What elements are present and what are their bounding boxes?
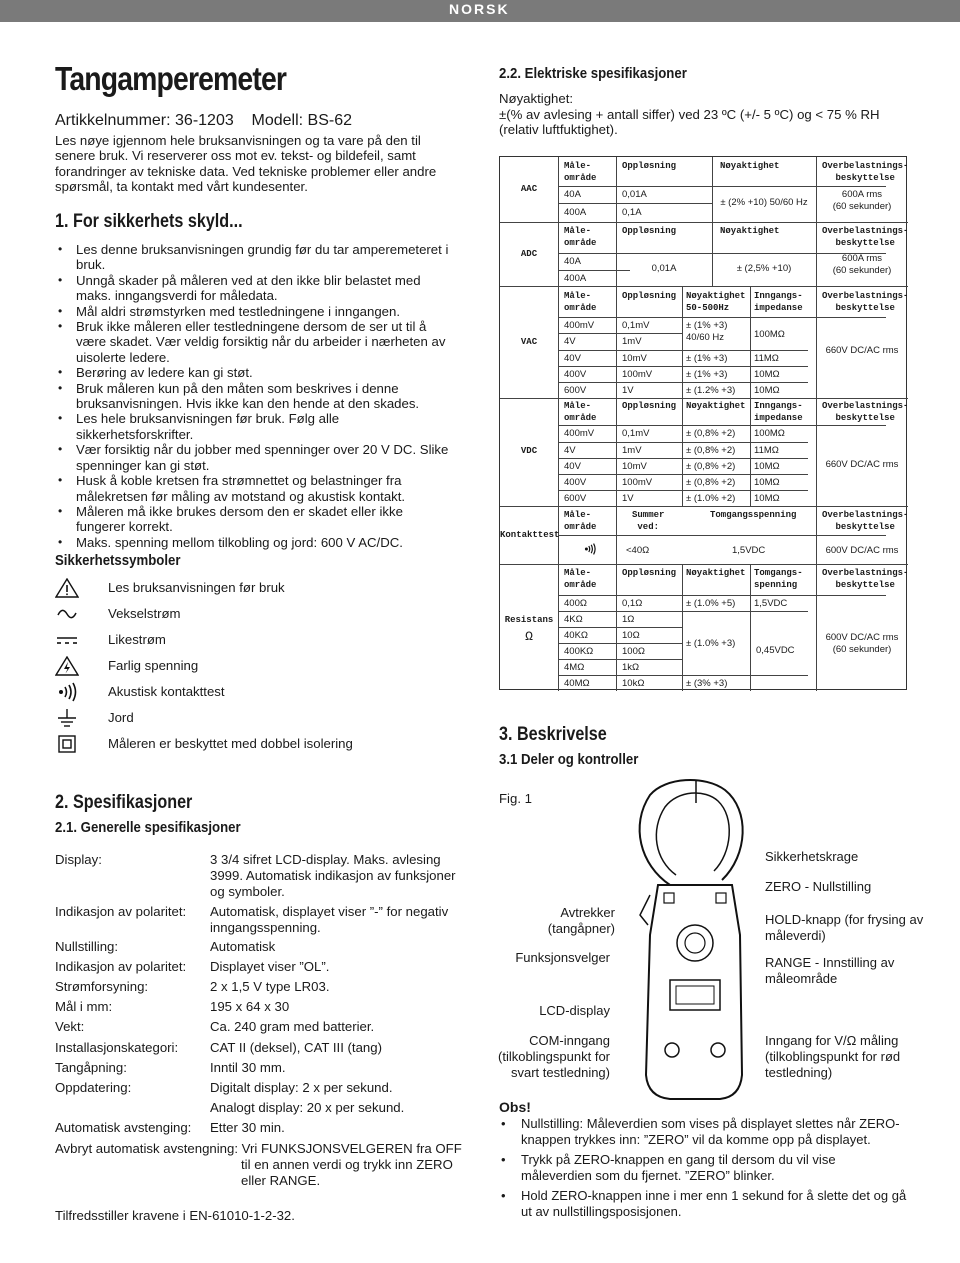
spec-subheading: 2.1. Generelle spesifikasjoner <box>55 819 241 836</box>
table-cell: 100Ω <box>622 646 645 657</box>
warning-icon <box>55 578 79 598</box>
table-cell: 40KΩ <box>564 630 589 641</box>
spec-label: Nullstilling: <box>55 939 119 954</box>
symbol-row <box>55 682 435 702</box>
symbol-label: Jord <box>108 710 134 725</box>
description-heading: 3. Beskrivelse <box>499 724 607 745</box>
col-header: Nøyaktighet 50-500Hz <box>686 291 746 313</box>
symbol-row <box>55 656 435 676</box>
symbol-row <box>55 578 435 598</box>
spec-value: Automatisk <box>210 939 276 954</box>
col-header: Overbelastnings- beskyttelse <box>822 161 909 183</box>
table-cell: 10MΩ <box>754 369 780 380</box>
header-bar <box>0 0 960 22</box>
table-cell: ± (2,5% +10) <box>736 263 792 274</box>
model-number: Modell: BS-62 <box>251 112 353 129</box>
spec-value: 195 x 64 x 30 <box>210 999 290 1014</box>
label-v-ohm-input: Inngang for V/Ω måling (tilkoblingspunkt for rød testledning) <box>765 1033 901 1080</box>
spec-value: Inntil 30 mm. <box>210 1060 286 1075</box>
col-header: Måle- område <box>564 226 597 248</box>
table-cell: 600V DC/AC rms <box>825 545 899 556</box>
table-cell: 0,1mV <box>622 320 650 331</box>
spec-value: 2 x 1,5 V type LR03. <box>210 979 330 994</box>
dc-icon <box>55 630 79 650</box>
symbol-label: Akustisk kontakttest <box>108 684 225 699</box>
spec-label: Tangåpning: <box>55 1060 127 1075</box>
table-cell: 1,5VDC <box>732 545 766 556</box>
col-header: Måle- område <box>564 510 597 532</box>
list-item: • Trykk på ZERO-knappen en gang til dersom du vil vise måleverdien som du fjernet. ”ZERO” blinker. <box>499 1152 909 1184</box>
continuity-icon <box>55 682 79 702</box>
figure-label: Fig. 1 <box>499 791 532 806</box>
label-trigger: Avtrekker (tangåpner) <box>547 905 615 936</box>
electrical-heading: 2.2. Elektriske spesifikasjoner <box>499 65 687 82</box>
table-cell: 660V DC/AC rms <box>825 459 899 470</box>
list-item: • Hold ZERO-knappen inne i mer enn 1 sekund for å slette det og gå ut av nullstillingsposisjonen. <box>499 1188 909 1220</box>
col-header: Tomgangsspenning <box>710 510 797 520</box>
table-cell: ± (1.0% +3) <box>686 638 736 649</box>
spec-label: Installasjonskategori: <box>55 1040 179 1055</box>
list-item: • Måleren må ikke brukes dersom den er skadet eller ikke fungerer korrekt. <box>55 504 455 535</box>
table-cell: 0,01A <box>622 189 647 200</box>
table-cell: ± (1.0% +2) <box>686 493 736 504</box>
table-cell: 600A rms (60 sekunder) <box>832 189 892 212</box>
list-item: • Vær forsiktig når du jobber med spenninger over 20 V DC. Slike spenninger kan gi støt. <box>55 442 455 473</box>
high-voltage-icon <box>55 656 79 676</box>
symbol-row <box>55 604 435 624</box>
table-cell: 400Ω <box>564 598 587 609</box>
table-cell: 10mV <box>622 461 647 472</box>
spec-value: Automatisk, displayet viser ”-” for negativ inngangsspenning. <box>210 904 449 935</box>
table-cell: 4V <box>564 445 576 456</box>
table-cell: 400A <box>564 273 587 284</box>
symbols-heading: Sikkerhetssymboler <box>55 552 181 569</box>
safety-heading: 1. For sikkerhets skyld... <box>55 211 243 232</box>
table-cell: 400V <box>564 369 587 380</box>
table-cell: ± (1% +3) 40/60 Hz <box>686 320 728 343</box>
list-item: • Maks. spenning mellom tilkobling og jord: 600 V AC/DC. <box>55 535 455 550</box>
intro-text: Les nøye igjennom hele bruksanvisningen og ta vare på den til senere bruk. Vi reserverer oss mot ev. tekst- og bildefeil, samt forandringer av tekniske data. Ved tekniske problemer eller andre spørsmål, ta kontakt med vårt kundesenter. <box>55 133 437 195</box>
table-cell: 40A <box>564 189 581 200</box>
section-label-adc: ADC <box>520 249 538 259</box>
table-cell: 10MΩ <box>754 461 780 472</box>
table-cell: ± (3% +3) <box>686 678 728 689</box>
table-cell: 1,5VDC <box>754 598 788 609</box>
col-header: Måle- område <box>564 291 597 313</box>
safety-list <box>55 242 455 550</box>
col-header: Måle- område <box>564 401 597 423</box>
table-cell: ± (0,8% +2) <box>686 461 736 472</box>
table-cell: 400mV <box>564 428 595 439</box>
section-label-resistance: Resistans <box>504 615 554 625</box>
table-cell: <40Ω <box>626 545 650 556</box>
label-lcd-display: LCD-display <box>539 1003 610 1018</box>
symbol-row <box>55 734 435 754</box>
table-cell: 660V DC/AC rms <box>825 345 899 356</box>
table-cell: 10kΩ <box>622 678 645 689</box>
list-item: • Husk å koble kretsen fra strømnettet og belastninger fra målekretsen før måling av motstand og akustisk kontakt. <box>55 473 455 504</box>
table-cell: 10mV <box>622 353 647 364</box>
table-cell: 1Ω <box>622 614 635 625</box>
table-cell: 10MΩ <box>754 477 780 488</box>
obs-list <box>499 1116 909 1224</box>
section-label-vac: VAC <box>520 337 538 347</box>
description-subheading: 3.1 Deler og kontroller <box>499 751 639 768</box>
list-item: • Mål aldri strømstyrken med testledningene i inngangen. <box>55 304 455 319</box>
table-cell: 1mV <box>622 445 642 456</box>
col-header: Oppløsning <box>622 568 677 578</box>
spec-value: 3 3/4 sifret LCD-display. Maks. avlesing 3999. Automatisk indikasjon av funksjoner og symboler. <box>210 852 456 899</box>
spec-value: Analogt display: 20 x per sekund. <box>210 1100 405 1115</box>
label-hold-button: HOLD-knapp (for frysing av måleverdi) <box>765 912 924 943</box>
table-cell: 600V DC/AC rms (60 sekunder) <box>825 632 899 655</box>
col-header: Nøyaktighet <box>720 226 780 236</box>
section-label-continuity: Kontakttest <box>500 530 560 540</box>
col-header: Overbelastnings- beskyttelse <box>822 226 909 248</box>
label-com-input: COM-inngang (tilkoblingspunkt for svart testledning) <box>498 1033 610 1080</box>
col-header: Nøyaktighet <box>686 568 746 578</box>
col-header: Oppløsning <box>622 291 677 301</box>
spec-value: Displayet viser ”OL”. <box>210 959 330 974</box>
label-zero-button: ZERO - Nullstilling <box>765 879 872 894</box>
table-cell: ± (0,8% +2) <box>686 428 736 439</box>
col-header: Overbelastnings- beskyttelse <box>822 510 909 532</box>
table-cell: 400KΩ <box>564 646 594 657</box>
col-header: Inngangs- impedanse <box>754 401 803 423</box>
section-label-vdc: VDC <box>520 446 538 456</box>
table-cell: 1V <box>622 493 634 504</box>
table-cell: ± (1.0% +5) <box>686 598 736 609</box>
col-header: Nøyaktighet <box>686 401 746 411</box>
ohm-symbol: Ω <box>525 629 533 644</box>
spec-value: Digitalt display: 2 x per sekund. <box>210 1080 393 1095</box>
ac-icon <box>55 604 79 624</box>
col-header: Overbelastnings- beskyttelse <box>822 401 909 423</box>
col-header: Overbelastnings- beskyttelse <box>822 291 909 313</box>
col-header: Inngangs- impedanse <box>754 291 803 313</box>
section-label-aac: AAC <box>520 184 538 194</box>
table-cell: 100MΩ <box>754 329 785 340</box>
spec-value: Ca. 240 gram med batterier. <box>210 1019 375 1034</box>
table-cell: 4MΩ <box>564 662 585 673</box>
page-title: Tangamperemeter <box>55 60 287 97</box>
spec-label: Indikasjon av polaritet: <box>55 959 187 974</box>
spec-heading: 2. Spesifikasjoner <box>55 792 193 813</box>
table-cell: ± (0,8% +2) <box>686 477 736 488</box>
continuity-icon <box>582 543 598 555</box>
table-cell: 1kΩ <box>622 662 640 673</box>
table-cell: 0,45VDC <box>756 645 795 656</box>
table-cell: 4KΩ <box>564 614 583 625</box>
table-cell: 40A <box>564 256 581 267</box>
table-cell: 1mV <box>622 336 642 347</box>
table-cell: 40V <box>564 353 581 364</box>
table-cell: 600V <box>564 493 587 504</box>
obs-heading: Obs! <box>499 1099 531 1115</box>
table-cell: 10MΩ <box>754 493 780 504</box>
symbol-label: Farlig spenning <box>108 658 199 673</box>
list-item: • Les denne bruksanvisningen grundig før du tar amperemeteret i bruk. <box>55 242 455 273</box>
compliance-text: Tilfredsstiller kravene i EN-61010-1-2-32. <box>55 1208 295 1223</box>
article-number: Artikkelnummer: 36-1203 <box>55 112 234 129</box>
list-item: • Berøring av ledere kan gi støt. <box>55 365 455 380</box>
auto-off-cancel: Avbryt automatisk avstengning: Vri FUNKSJONSVELGEREN fra OFF til en annen verdi og trykk inn ZERO eller RANGE. <box>55 1141 462 1188</box>
language-label: NORSK <box>449 1 510 17</box>
symbol-label: Les bruksanvisningen før bruk <box>108 580 285 595</box>
accuracy-label: Nøyaktighet: <box>499 91 574 106</box>
spec-label: Mål i mm: <box>55 999 113 1014</box>
table-cell: ± (2% +10) 50/60 Hz <box>720 197 808 208</box>
table-cell: 0,1A <box>622 207 642 218</box>
col-header: Overbelastnings- beskyttelse <box>822 568 909 590</box>
table-cell: 1V <box>622 385 634 396</box>
col-header: Tomgangs- spenning <box>754 568 803 590</box>
symbol-label: Likestrøm <box>108 632 166 647</box>
table-cell: 11MΩ <box>754 445 779 456</box>
spec-label: Automatisk avstenging: <box>55 1120 192 1135</box>
table-cell: 100MΩ <box>754 428 785 439</box>
table-cell: 40MΩ <box>564 678 590 689</box>
table-cell: 10MΩ <box>754 385 780 396</box>
spec-label: Strømforsyning: <box>55 979 149 994</box>
label-function-selector: Funksjonsvelger <box>515 950 610 965</box>
table-cell: 0,1Ω <box>622 598 643 609</box>
list-item: • Bruk måleren kun på den måten som beskrives i denne bruksanvisningen. Hvis ikke kan den hende at den skades. <box>55 381 455 412</box>
table-cell: 400mV <box>564 320 595 331</box>
col-header: Måle- område <box>564 568 597 590</box>
symbol-label: Vekselstrøm <box>108 606 181 621</box>
list-item: • Bruk ikke måleren eller testledningene dersom de ser ut til å være skadet. Vær veldig forsiktig når du arbeider i nærheten av uisolerte ledere. <box>55 319 455 365</box>
table-cell: 11MΩ <box>754 353 779 364</box>
electrical-spec-table <box>499 156 907 690</box>
table-cell: 100mV <box>622 369 653 380</box>
spec-label: Display: <box>55 852 102 867</box>
col-header: Måle- område <box>564 161 597 183</box>
col-header: Summer ved: <box>632 510 665 532</box>
table-cell: ± (1.2% +3) <box>686 385 736 396</box>
table-cell: 10Ω <box>622 630 640 641</box>
symbol-label: Måleren er beskyttet med dobbel isolering <box>108 736 353 751</box>
symbol-row <box>55 630 435 650</box>
table-cell: 0,1mV <box>622 428 650 439</box>
table-cell: 600A rms (60 sekunder) <box>832 253 892 276</box>
table-cell: 0,01A <box>651 263 677 274</box>
table-cell: ± (1% +3) <box>686 369 728 380</box>
clamp-meter-drawing <box>610 775 770 1105</box>
list-item: • Les hele bruksanvisningen før bruk. Følg alle sikkerhetsforskrifter. <box>55 411 455 442</box>
symbol-row <box>55 708 435 728</box>
ground-icon <box>55 708 79 728</box>
col-header: Nøyaktighet <box>720 161 780 171</box>
list-item: • Unngå skader på måleren ved at den ikke blir belastet med maks. inngangsverdi for måledata. <box>55 273 455 304</box>
col-header: Oppløsning <box>622 226 677 236</box>
table-cell: 4V <box>564 336 576 347</box>
spec-label: Vekt: <box>55 1019 85 1034</box>
spec-value: CAT II (deksel), CAT III (tang) <box>210 1040 382 1055</box>
double-insulation-icon <box>55 734 79 754</box>
col-header: Oppløsning <box>622 401 677 411</box>
spec-value: Etter 30 min. <box>210 1120 285 1135</box>
table-cell: 400V <box>564 477 587 488</box>
table-cell: 100mV <box>622 477 653 488</box>
accuracy-text: ±(% av avlesing + antall siffer) ved 23 ºC (+/- 5 ºC) og < 75 % RH (relativ luftfuktighet). <box>499 107 880 138</box>
table-cell: ± (0,8% +2) <box>686 445 736 456</box>
table-cell: 400A <box>564 207 587 218</box>
col-header: Oppløsning <box>622 161 677 171</box>
spec-label: Indikasjon av polaritet: <box>55 904 187 919</box>
table-cell: 600V <box>564 385 587 396</box>
table-cell: ± (1% +3) <box>686 353 728 364</box>
list-item: • Nullstilling: Måleverdien som vises på displayet slettes når ZERO-knappen trykkes inn: ”ZERO” vil da komme opp på displayet. <box>499 1116 909 1148</box>
label-range-button: RANGE - Innstilling av måleområde <box>765 955 895 986</box>
article-info <box>55 112 352 130</box>
label-safety-collar: Sikkerhetskrage <box>765 849 859 864</box>
table-cell: 40V <box>564 461 581 472</box>
spec-label: Oppdatering: <box>55 1080 132 1095</box>
